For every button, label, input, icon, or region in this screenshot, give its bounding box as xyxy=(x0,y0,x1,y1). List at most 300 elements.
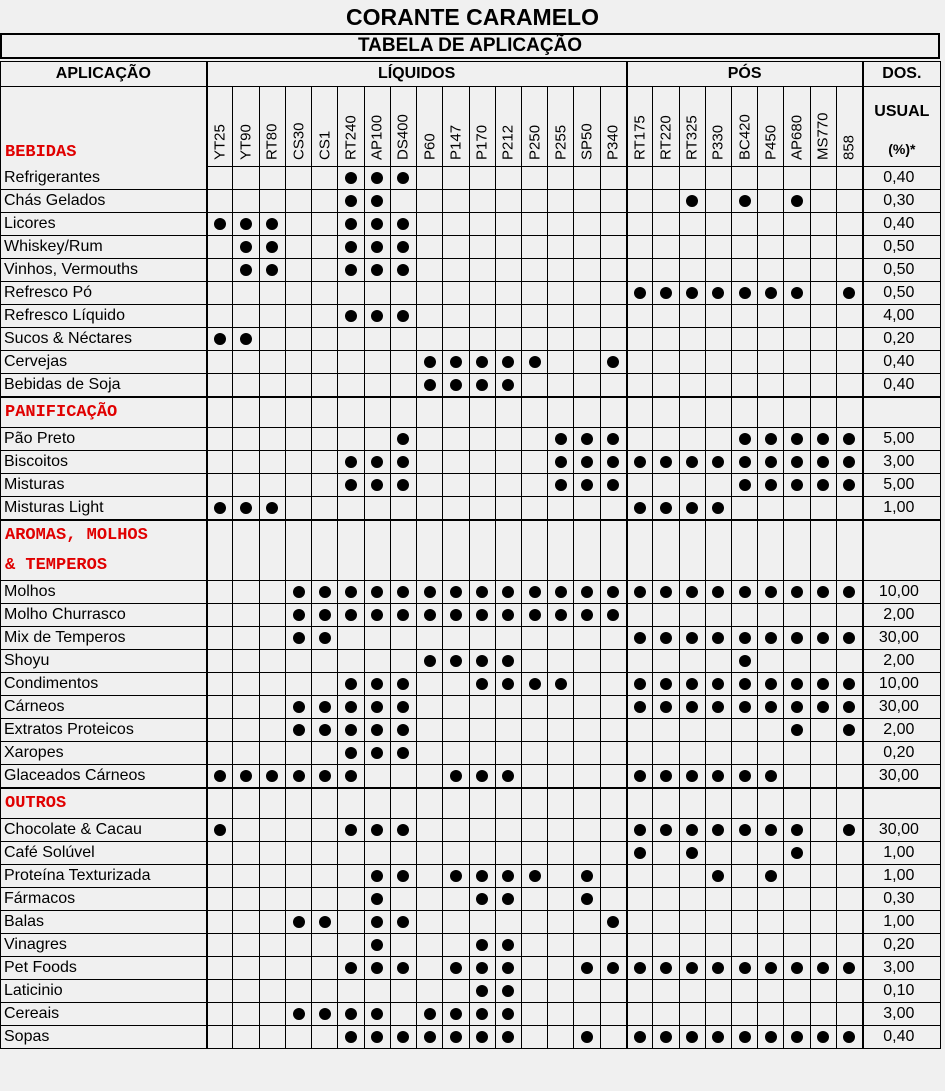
cell-yt90 xyxy=(233,474,259,497)
cell-p212 xyxy=(495,1026,521,1049)
cell-rt220 xyxy=(653,696,679,719)
cell-cs1 xyxy=(312,474,338,497)
cell-ap100 xyxy=(364,1026,390,1049)
cell-858 xyxy=(836,819,862,842)
product-code: YT25 xyxy=(211,124,229,160)
cell-cs30 xyxy=(285,719,311,742)
cell-p255 xyxy=(548,428,574,451)
cell-rt220 xyxy=(653,980,679,1003)
cell-rt325 xyxy=(679,980,705,1003)
cell-rt325 xyxy=(679,581,705,604)
cell-p170 xyxy=(469,888,495,911)
applicable-dot-icon xyxy=(476,870,488,882)
cell-ms770 xyxy=(810,474,836,497)
dose-value: 1,00 xyxy=(863,865,941,888)
cell-p340 xyxy=(600,911,626,934)
cell-yt25 xyxy=(207,911,233,934)
cell-rt80 xyxy=(259,819,285,842)
applicable-dot-icon xyxy=(739,678,751,690)
application-label: Licores xyxy=(1,213,207,236)
applicable-dot-icon xyxy=(345,747,357,759)
cell-p340 xyxy=(600,167,626,190)
cell-rt175 xyxy=(627,190,653,213)
cell-ap680 xyxy=(784,819,810,842)
cell-cs1 xyxy=(312,167,338,190)
cell-yt90 xyxy=(233,305,259,328)
table-row xyxy=(1,765,941,789)
cell-ds400 xyxy=(390,819,416,842)
cell-p170 xyxy=(469,1003,495,1026)
cell-p450 xyxy=(758,673,784,696)
applicable-dot-icon xyxy=(424,1008,436,1020)
cell-p60 xyxy=(417,305,443,328)
applicable-dot-icon xyxy=(660,287,672,299)
applicable-dot-icon xyxy=(319,701,331,713)
product-code: BC420 xyxy=(736,114,754,160)
applicable-dot-icon xyxy=(634,586,646,598)
applicable-dot-icon xyxy=(371,893,383,905)
cell-rt240 xyxy=(338,911,364,934)
cell-ap680 xyxy=(784,957,810,980)
applicable-dot-icon xyxy=(739,824,751,836)
cell-p255 xyxy=(548,282,574,305)
cell-rt240 xyxy=(338,819,364,842)
cell-cs1 xyxy=(312,190,338,213)
section-title-aromas-molhos: AROMAS, MOLHOS xyxy=(1,520,207,551)
cell-rt80 xyxy=(259,581,285,604)
applicable-dot-icon xyxy=(739,632,751,644)
applicable-dot-icon xyxy=(293,586,305,598)
table-row xyxy=(1,819,941,842)
cell-p250 xyxy=(522,167,548,190)
cell-p255 xyxy=(548,1026,574,1049)
applicable-dot-icon xyxy=(634,502,646,514)
cell-858 xyxy=(836,259,862,282)
product-header-sp50 xyxy=(574,87,600,167)
empty-cell xyxy=(705,788,731,819)
empty-cell xyxy=(338,397,364,428)
applicable-dot-icon xyxy=(686,632,698,644)
cell-p170 xyxy=(469,842,495,865)
cell-yt90 xyxy=(233,351,259,374)
section-header-row xyxy=(1,397,941,428)
product-header-p255 xyxy=(548,87,574,167)
applicable-dot-icon xyxy=(371,939,383,951)
applicable-dot-icon xyxy=(791,678,803,690)
cell-rt220 xyxy=(653,742,679,765)
cell-cs30 xyxy=(285,934,311,957)
cell-rt80 xyxy=(259,742,285,765)
empty-cell xyxy=(758,551,784,581)
empty-cell xyxy=(233,397,259,428)
applicable-dot-icon xyxy=(397,724,409,736)
application-label: Pão Preto xyxy=(1,428,207,451)
application-label: Chás Gelados xyxy=(1,190,207,213)
cell-rt220 xyxy=(653,673,679,696)
cell-858 xyxy=(836,742,862,765)
cell-yt90 xyxy=(233,581,259,604)
cell-cs1 xyxy=(312,282,338,305)
cell-rt240 xyxy=(338,167,364,190)
cell-rt175 xyxy=(627,451,653,474)
cell-ap680 xyxy=(784,305,810,328)
applicable-dot-icon xyxy=(686,962,698,974)
applicable-dot-icon xyxy=(791,1031,803,1043)
applicable-dot-icon xyxy=(502,609,514,621)
cell-p255 xyxy=(548,673,574,696)
applicable-dot-icon xyxy=(739,456,751,468)
cell-p330 xyxy=(705,911,731,934)
cell-sp50 xyxy=(574,842,600,865)
cell-p147 xyxy=(443,957,469,980)
cell-p255 xyxy=(548,650,574,673)
cell-yt90 xyxy=(233,451,259,474)
product-code: P60 xyxy=(421,133,439,160)
cell-p250 xyxy=(522,627,548,650)
cell-p450 xyxy=(758,742,784,765)
cell-rt80 xyxy=(259,305,285,328)
product-code: RT220 xyxy=(657,115,675,160)
cell-bc420 xyxy=(731,213,757,236)
cell-p147 xyxy=(443,911,469,934)
cell-ap680 xyxy=(784,911,810,934)
cell-p250 xyxy=(522,328,548,351)
applicable-dot-icon xyxy=(581,870,593,882)
cell-p255 xyxy=(548,236,574,259)
applicable-dot-icon xyxy=(843,433,855,445)
applicable-dot-icon xyxy=(660,770,672,782)
applicable-dot-icon xyxy=(739,770,751,782)
cell-858 xyxy=(836,957,862,980)
cell-ms770 xyxy=(810,742,836,765)
cell-rt80 xyxy=(259,451,285,474)
cell-cs30 xyxy=(285,627,311,650)
cell-ms770 xyxy=(810,957,836,980)
empty-cell xyxy=(417,788,443,819)
cell-p330 xyxy=(705,213,731,236)
empty-cell xyxy=(863,788,941,819)
applicable-dot-icon xyxy=(765,287,777,299)
empty-cell xyxy=(233,520,259,551)
cell-bc420 xyxy=(731,1003,757,1026)
applicable-dot-icon xyxy=(634,824,646,836)
application-label: Sopas xyxy=(1,1026,207,1049)
cell-858 xyxy=(836,911,862,934)
empty-cell xyxy=(784,397,810,428)
cell-p170 xyxy=(469,282,495,305)
cell-cs1 xyxy=(312,213,338,236)
cell-rt220 xyxy=(653,1003,679,1026)
applicable-dot-icon xyxy=(712,287,724,299)
cell-p250 xyxy=(522,1003,548,1026)
cell-p250 xyxy=(522,236,548,259)
cell-p340 xyxy=(600,957,626,980)
cell-p250 xyxy=(522,650,548,673)
empty-cell xyxy=(522,520,548,551)
cell-p170 xyxy=(469,259,495,282)
cell-p250 xyxy=(522,259,548,282)
cell-bc420 xyxy=(731,980,757,1003)
empty-cell xyxy=(548,520,574,551)
cell-p255 xyxy=(548,167,574,190)
cell-cs1 xyxy=(312,1026,338,1049)
dose-value: 30,00 xyxy=(863,696,941,719)
cell-cs1 xyxy=(312,673,338,696)
cell-p340 xyxy=(600,213,626,236)
empty-cell xyxy=(574,397,600,428)
cell-rt240 xyxy=(338,673,364,696)
applicable-dot-icon xyxy=(319,770,331,782)
cell-p212 xyxy=(495,259,521,282)
cell-p340 xyxy=(600,1003,626,1026)
cell-ds400 xyxy=(390,1026,416,1049)
cell-p170 xyxy=(469,980,495,1003)
cell-ms770 xyxy=(810,673,836,696)
cell-rt80 xyxy=(259,842,285,865)
cell-p60 xyxy=(417,474,443,497)
cell-ds400 xyxy=(390,167,416,190)
cell-p450 xyxy=(758,328,784,351)
cell-p340 xyxy=(600,1026,626,1049)
cell-p255 xyxy=(548,328,574,351)
applicable-dot-icon xyxy=(397,172,409,184)
empty-cell xyxy=(259,397,285,428)
cell-p212 xyxy=(495,305,521,328)
cell-rt325 xyxy=(679,213,705,236)
dose-value: 0,40 xyxy=(863,351,941,374)
applicable-dot-icon xyxy=(502,356,514,368)
cell-yt25 xyxy=(207,980,233,1003)
cell-yt25 xyxy=(207,497,233,521)
cell-sp50 xyxy=(574,819,600,842)
cell-ds400 xyxy=(390,865,416,888)
cell-p255 xyxy=(548,819,574,842)
cell-rt325 xyxy=(679,167,705,190)
cell-p250 xyxy=(522,213,548,236)
cell-yt90 xyxy=(233,980,259,1003)
product-header-rt325 xyxy=(679,87,705,167)
cell-cs1 xyxy=(312,842,338,865)
cell-858 xyxy=(836,190,862,213)
applicable-dot-icon xyxy=(240,333,252,345)
applicable-dot-icon xyxy=(450,655,462,667)
applicable-dot-icon xyxy=(843,287,855,299)
cell-858 xyxy=(836,696,862,719)
cell-p255 xyxy=(548,719,574,742)
cell-p450 xyxy=(758,497,784,521)
cell-p170 xyxy=(469,765,495,789)
empty-cell xyxy=(758,397,784,428)
applicable-dot-icon xyxy=(555,678,567,690)
applicable-dot-icon xyxy=(345,195,357,207)
cell-sp50 xyxy=(574,282,600,305)
cell-rt175 xyxy=(627,282,653,305)
empty-cell xyxy=(863,520,941,551)
applicable-dot-icon xyxy=(555,479,567,491)
empty-cell xyxy=(679,788,705,819)
cell-ms770 xyxy=(810,765,836,789)
applicable-dot-icon xyxy=(319,1008,331,1020)
cell-ap100 xyxy=(364,650,390,673)
cell-rt175 xyxy=(627,474,653,497)
cell-p170 xyxy=(469,673,495,696)
cell-bc420 xyxy=(731,581,757,604)
cell-ds400 xyxy=(390,934,416,957)
table-row xyxy=(1,167,941,190)
cell-p170 xyxy=(469,474,495,497)
cell-p250 xyxy=(522,888,548,911)
applicable-dot-icon xyxy=(739,962,751,974)
cell-ms770 xyxy=(810,819,836,842)
applicable-dot-icon xyxy=(345,172,357,184)
cell-bc420 xyxy=(731,282,757,305)
table-row xyxy=(1,696,941,719)
product-code: AP680 xyxy=(788,114,806,160)
cell-ap680 xyxy=(784,190,810,213)
cell-rt240 xyxy=(338,719,364,742)
cell-p212 xyxy=(495,934,521,957)
applicable-dot-icon xyxy=(214,502,226,514)
product-code: MS770 xyxy=(814,112,832,160)
cell-yt90 xyxy=(233,842,259,865)
cell-p450 xyxy=(758,627,784,650)
cell-p212 xyxy=(495,765,521,789)
applicable-dot-icon xyxy=(293,609,305,621)
empty-cell xyxy=(443,520,469,551)
cell-p330 xyxy=(705,428,731,451)
product-header-ds400 xyxy=(390,87,416,167)
cell-ms770 xyxy=(810,213,836,236)
application-label: Balas xyxy=(1,911,207,934)
cell-p250 xyxy=(522,819,548,842)
applicable-dot-icon xyxy=(397,479,409,491)
cell-p60 xyxy=(417,451,443,474)
cell-yt25 xyxy=(207,1003,233,1026)
applicable-dot-icon xyxy=(502,770,514,782)
cell-rt175 xyxy=(627,650,653,673)
application-label: Misturas Light xyxy=(1,497,207,521)
applicable-dot-icon xyxy=(581,893,593,905)
applicable-dot-icon xyxy=(371,479,383,491)
cell-ms770 xyxy=(810,1026,836,1049)
empty-cell xyxy=(259,788,285,819)
powders-header: PÓS xyxy=(627,62,863,87)
cell-p450 xyxy=(758,888,784,911)
cell-rt220 xyxy=(653,911,679,934)
applicable-dot-icon xyxy=(712,870,724,882)
cell-p450 xyxy=(758,765,784,789)
applicable-dot-icon xyxy=(450,1031,462,1043)
cell-p255 xyxy=(548,305,574,328)
cell-858 xyxy=(836,765,862,789)
dose-value: 0,30 xyxy=(863,190,941,213)
cell-rt325 xyxy=(679,282,705,305)
applicable-dot-icon xyxy=(502,893,514,905)
cell-p212 xyxy=(495,980,521,1003)
applicable-dot-icon xyxy=(476,586,488,598)
cell-rt240 xyxy=(338,374,364,398)
cell-ap100 xyxy=(364,627,390,650)
cell-sp50 xyxy=(574,497,600,521)
cell-p212 xyxy=(495,719,521,742)
empty-cell xyxy=(836,788,862,819)
applicable-dot-icon xyxy=(686,456,698,468)
application-label: Molhos xyxy=(1,581,207,604)
cell-cs1 xyxy=(312,374,338,398)
applicable-dot-icon xyxy=(765,824,777,836)
section-title-temperos: & TEMPEROS xyxy=(1,551,207,581)
section-header-row xyxy=(1,520,941,551)
table-row xyxy=(1,190,941,213)
cell-ms770 xyxy=(810,980,836,1003)
cell-p170 xyxy=(469,1026,495,1049)
application-label: Whiskey/Rum xyxy=(1,236,207,259)
applicable-dot-icon xyxy=(371,456,383,468)
applicable-dot-icon xyxy=(791,195,803,207)
applicable-dot-icon xyxy=(765,701,777,713)
empty-cell xyxy=(600,788,626,819)
empty-cell xyxy=(417,551,443,581)
applicable-dot-icon xyxy=(607,456,619,468)
applicable-dot-icon xyxy=(345,701,357,713)
cell-p340 xyxy=(600,696,626,719)
cell-sp50 xyxy=(574,581,600,604)
application-label: Refresco Pó xyxy=(1,282,207,305)
cell-rt175 xyxy=(627,957,653,980)
empty-cell xyxy=(705,520,731,551)
cell-p147 xyxy=(443,282,469,305)
empty-cell xyxy=(443,788,469,819)
cell-yt90 xyxy=(233,259,259,282)
cell-cs30 xyxy=(285,190,311,213)
cell-858 xyxy=(836,1003,862,1026)
cell-p147 xyxy=(443,167,469,190)
cell-p212 xyxy=(495,604,521,627)
cell-p60 xyxy=(417,351,443,374)
empty-cell xyxy=(574,551,600,581)
dose-value: 0,40 xyxy=(863,1026,941,1049)
applicable-dot-icon xyxy=(476,939,488,951)
empty-cell xyxy=(836,551,862,581)
applicable-dot-icon xyxy=(345,479,357,491)
cell-ap680 xyxy=(784,765,810,789)
cell-ap680 xyxy=(784,696,810,719)
dose-value: 0,30 xyxy=(863,888,941,911)
product-code: 858 xyxy=(840,134,858,160)
dose-value: 10,00 xyxy=(863,673,941,696)
cell-ds400 xyxy=(390,282,416,305)
cell-rt220 xyxy=(653,627,679,650)
cell-p450 xyxy=(758,351,784,374)
cell-rt175 xyxy=(627,696,653,719)
cell-rt175 xyxy=(627,911,653,934)
cell-rt325 xyxy=(679,650,705,673)
cell-p212 xyxy=(495,374,521,398)
cell-rt175 xyxy=(627,1026,653,1049)
cell-rt240 xyxy=(338,451,364,474)
cell-p147 xyxy=(443,604,469,627)
dose-value: 0,50 xyxy=(863,236,941,259)
cell-p60 xyxy=(417,282,443,305)
applicable-dot-icon xyxy=(397,1031,409,1043)
empty-cell xyxy=(810,520,836,551)
table-row xyxy=(1,259,941,282)
cell-858 xyxy=(836,497,862,521)
applicable-dot-icon xyxy=(817,479,829,491)
table-row xyxy=(1,213,941,236)
product-code: P170 xyxy=(473,124,491,160)
cell-ap100 xyxy=(364,819,390,842)
